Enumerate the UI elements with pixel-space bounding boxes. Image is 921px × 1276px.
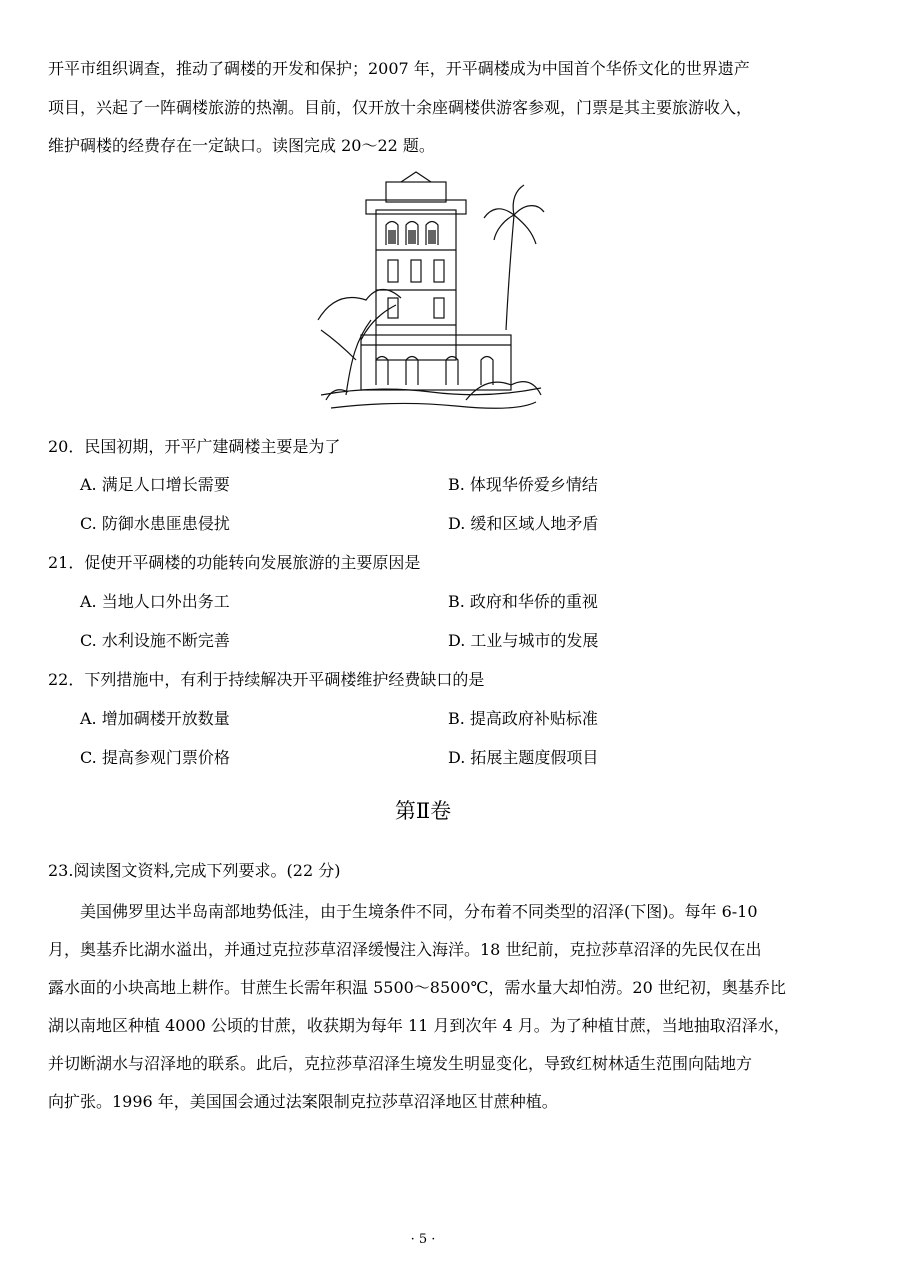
diaolou-illustration [316,170,546,420]
question-23-paragraph-line-1: 美国佛罗里达半岛南部地势低洼，由于生境条件不同，分布着不同类型的沼泽(下图)。每年 6-10 [80,902,758,921]
question-21-option-b: B. 政府和华侨的重视 [448,592,598,611]
question-20-option-a: A. 满足人口增长需要 [80,475,230,494]
question-20-stem: 20．民国初期，开平广建碉楼主要是为了 [48,437,341,456]
question-22-stem: 22．下列措施中，有利于持续解决开平碉楼维护经费缺口的是 [48,670,485,689]
question-23-paragraph-line-6: 向扩张。1996 年，美国国会通过法案限制克拉莎草沼泽地区甘蔗种植。 [48,1092,558,1111]
question-23-paragraph-line-2: 月，奥基乔比湖水溢出，并通过克拉莎草沼泽缓慢注入海洋。18 世纪前，克拉莎草沼泽的先民仅在出 [48,940,762,959]
question-23-paragraph-line-4: 湖以南地区种植 4000 公顷的甘蔗，收获期为每年 11 月到次年 4 月。为了种植甘蔗，当地抽取沼泽水， [48,1016,790,1035]
question-23-stem: 23.阅读图文资料,完成下列要求。(22 分) [48,861,341,880]
question-21-option-d: D. 工业与城市的发展 [448,631,599,650]
question-21-option-c: C. 水利设施不断完善 [80,631,230,650]
question-20-option-c: C. 防御水患匪患侵扰 [80,514,230,533]
question-22-option-b: B. 提高政府补贴标准 [448,709,598,728]
intro-line-3: 维护碉楼的经费存在一定缺口。读图完成 20～22 题。 [48,136,435,155]
question-22-option-c: C. 提高参观门票价格 [80,748,230,767]
question-23-paragraph-line-3: 露水面的小块高地上耕作。甘蔗生长需年积温 5500～8500℃，需水量大却怕涝。20 世纪初，奥基乔比 [48,978,786,997]
page-number: · 5 · [410,1232,436,1247]
question-23-paragraph-line-5: 并切断湖水与沼泽地的联系。此后，克拉莎草沼泽生境发生明显变化，导致红树林适生范围向陆地方 [48,1054,753,1073]
intro-line-1: 开平市组织调查，推动了碉楼的开发和保护；2007 年，开平碉楼成为中国首个华侨文化的世界遗产 [48,59,750,78]
intro-line-2: 项目，兴起了一阵碉楼旅游的热潮。目前，仅开放十余座碉楼供游客参观，门票是其主要旅游收入， [48,98,753,117]
section-title: 第Ⅱ卷 [394,799,452,823]
question-20-option-d: D. 缓和区域人地矛盾 [448,514,599,533]
question-20-option-b: B. 体现华侨爱乡情结 [448,475,598,494]
question-21-stem: 21．促使开平碉楼的功能转向发展旅游的主要原因是 [48,553,421,572]
question-21-option-a: A. 当地人口外出务工 [80,592,230,611]
question-22-option-a: A. 增加碉楼开放数量 [80,709,230,728]
question-22-option-d: D. 拓展主题度假项目 [448,748,599,767]
